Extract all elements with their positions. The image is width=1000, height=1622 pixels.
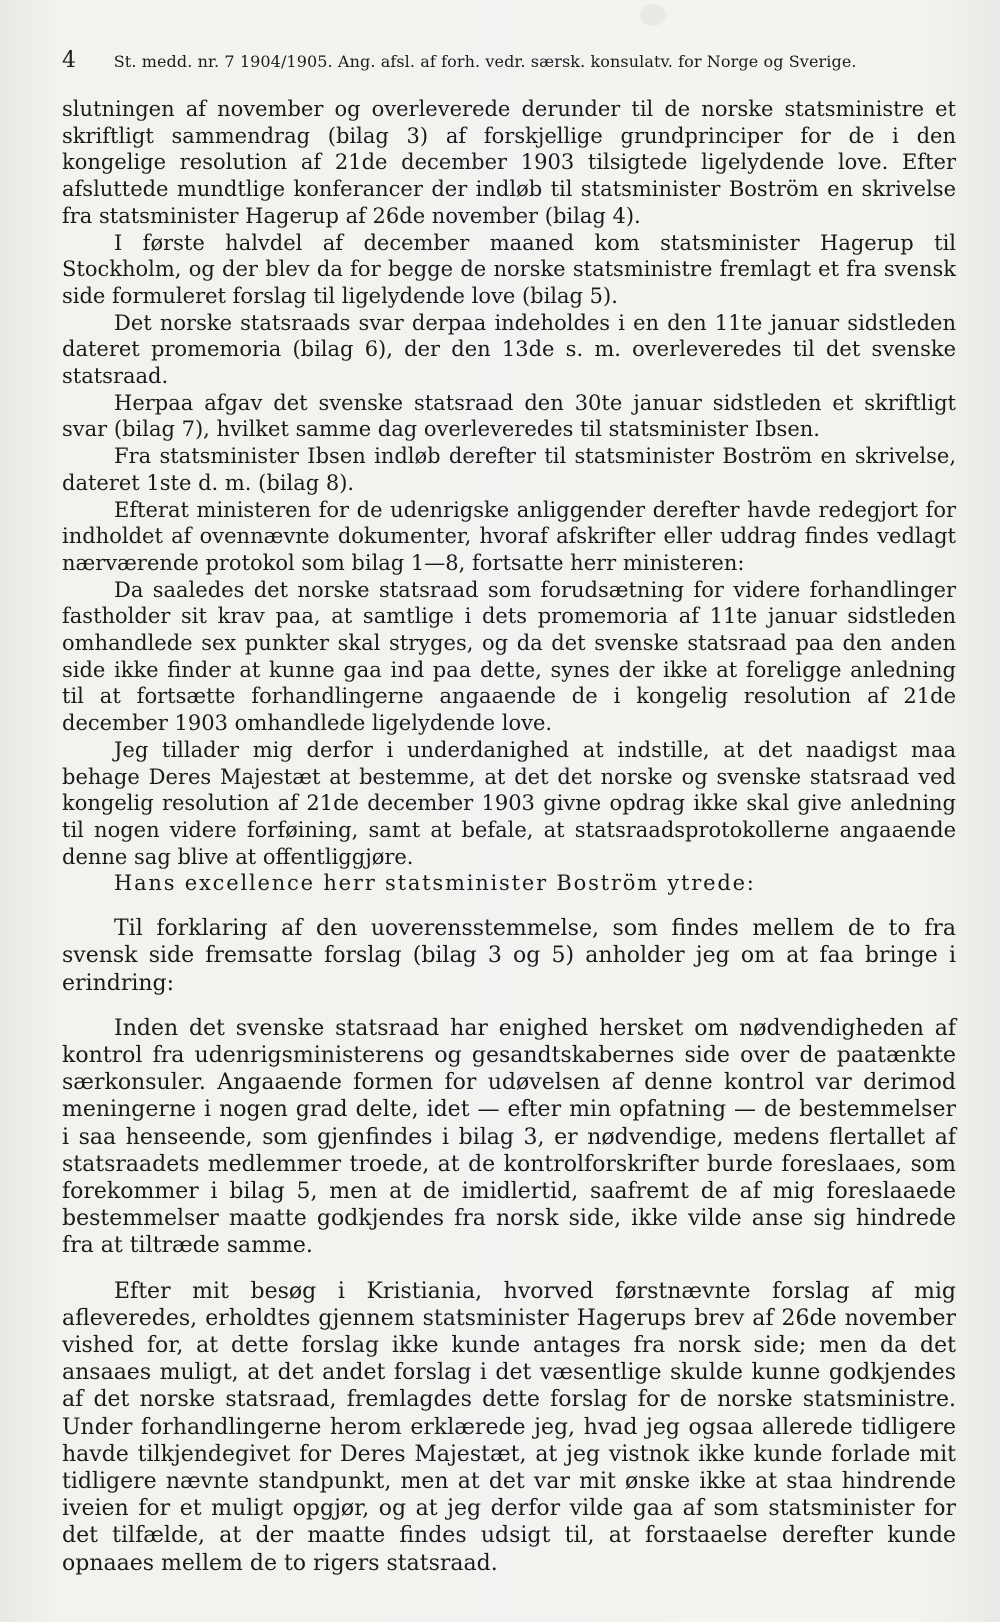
paragraph-2: I første halvdel af december maaned kom statsminister Hagerup til Stockholm, og der blev da for begge de norske statsministre fremlagt et fra svensk side formuleret forslag til ligelydende love (bilag 5).	[62, 230, 956, 308]
paragraph-3: Det norske statsraads svar derpaa indeholdes i en den 11te januar sidstleden dateret promemoria (bilag 6), der den 13de s. m. overleveredes til det svenske statsraad.	[62, 310, 956, 389]
page-header	[62, 46, 942, 76]
paragraph-1: slutningen af november og overleverede derunder til de norske statsministre et skriftligt sammendrag (bilag 3) af forskjellige grundprinciper for de i den kongelige resolution af 21de december 1903 tilsigtede ligelydende love. Efter afsluttede mundtlige konferancer der indløb til statsminister Boström en skrivelse fra statsminister Hagerup af 26de november (bilag 4).	[62, 97, 956, 228]
speech-paragraph-3: Efter mit besøg i Kristiania, hvorved førstnævnte forslag af mig afleveredes, erholdtes gjennem statsminister Hagerups brev af 26de november vished for, at dette forslag ikke kunde antages fra norsk side; men da det ansaaes muligt, at det andet forslag i det væsentlige skulde kunne godkjendes af det norske statsraad, fremlagdes dette forslag for de norske statsministre. Under forhandlingerne herom erklærede jeg, hvad jeg ogsaa allerede tidligere havde tilkjendegivet for Deres Majestæt, at jeg vistnok ikke kunde forlade mit tidligere nævnte standpunkt, men at det var mit ønske ikke at staa hindrende iveien for et muligt opgjør, og at jeg derfor vilde gaa af som statsminister for det tilfælde, at der maatte findes udsigt til, at forstaaelse derefter kunde opnaaes mellem de to rigers statsraad.	[62, 1278, 956, 1576]
speech-paragraph-2: Inden det svenske statsraad har enighed hersket om nødvendigheden af kontrol fra udenrigsministerens og gesandtskabernes side over de paatænkte særkonsuler. Angaaende formen for udøvelsen af denne kontrol var derimod meningerne i nogen grad delte, idet — efter min opfatning — de bestemmelser i saa henseende, som gjenfindes i bilag 3, er nødvendige, medens flertallet af statsraadets medlemmer troede, at de kontrolforskrifter burde foreslaaes, som forekommer i bilag 5, men at de imidlertid, saafremt de af mig foreslaaede bestemmelser maatte godkjendes fra norsk side, ikke vilde anse sig hindrede fra at tiltræde samme.	[62, 1015, 956, 1259]
speech-block	[62, 915, 956, 1577]
paragraph-4: Herpaa afgav det svenske statsraad den 30te januar sidstleden et skriftligt svar (bilag 7), hvilket samme dag overleveredes til statsminister Ibsen.	[62, 390, 956, 442]
paragraph-7: Da saaledes det norske statsraad som forudsætning for videre forhandlinger fastholder sit krav paa, at samtlige i dets promemoria af 11te januar sidstleden omhandlede sex punkter skal stryges, og da det svenske statsraad paa den anden side ikke finder at kunne gaa ind paa dette, synes der ikke at foreligge anledning til at fortsætte forhandlingerne angaaende de i kongelig resolution af 21de december 1903 omhandlede ligelydende love.	[62, 577, 956, 736]
paragraph-5: Fra statsminister Ibsen indløb derefter til statsminister Boström en skrivelse, dateret 1ste d. m. (bilag 8).	[62, 444, 956, 495]
body-text	[62, 96, 956, 1577]
speaker-intro: Hans excellence herr statsminister Boström ytrede:	[114, 871, 756, 896]
paper-spot	[640, 4, 666, 26]
page-number: 4	[62, 48, 76, 73]
paragraph-6: Efterat ministeren for de udenrigske anliggender derefter havde redegjort for indholdet af ovennævnte dokumenter, hvoraf afskrifter eller uddrag findes vedlagt nærværende protokol som bilag 1—8, fortsatte herr ministeren:	[62, 497, 956, 575]
running-head: St. medd. nr. 7 1904/1905. Ang. afsl. af forh. vedr. særsk. konsulatv. for Norge og Sverige.	[113, 52, 857, 71]
speech-paragraph-1: Til forklaring af den uoverensstemmelse, som findes mellem de to fra svensk side fremsatte forslag (bilag 3 og 5) anholder jeg om at faa bringe i erindring:	[62, 916, 956, 996]
paragraph-8: Jeg tillader mig derfor i underdanighed at indstille, at det naadigst maa behage Deres Majestæt at bestemme, at det det norske og svenske statsraad ved kongelig resolution af 21de december 1903 givne opdrag ikke skal give anledning til nogen videre forføining, samt at befale, at statsraadsprotokollerne angaaende denne sag blive at offentliggjøre.	[62, 737, 956, 869]
